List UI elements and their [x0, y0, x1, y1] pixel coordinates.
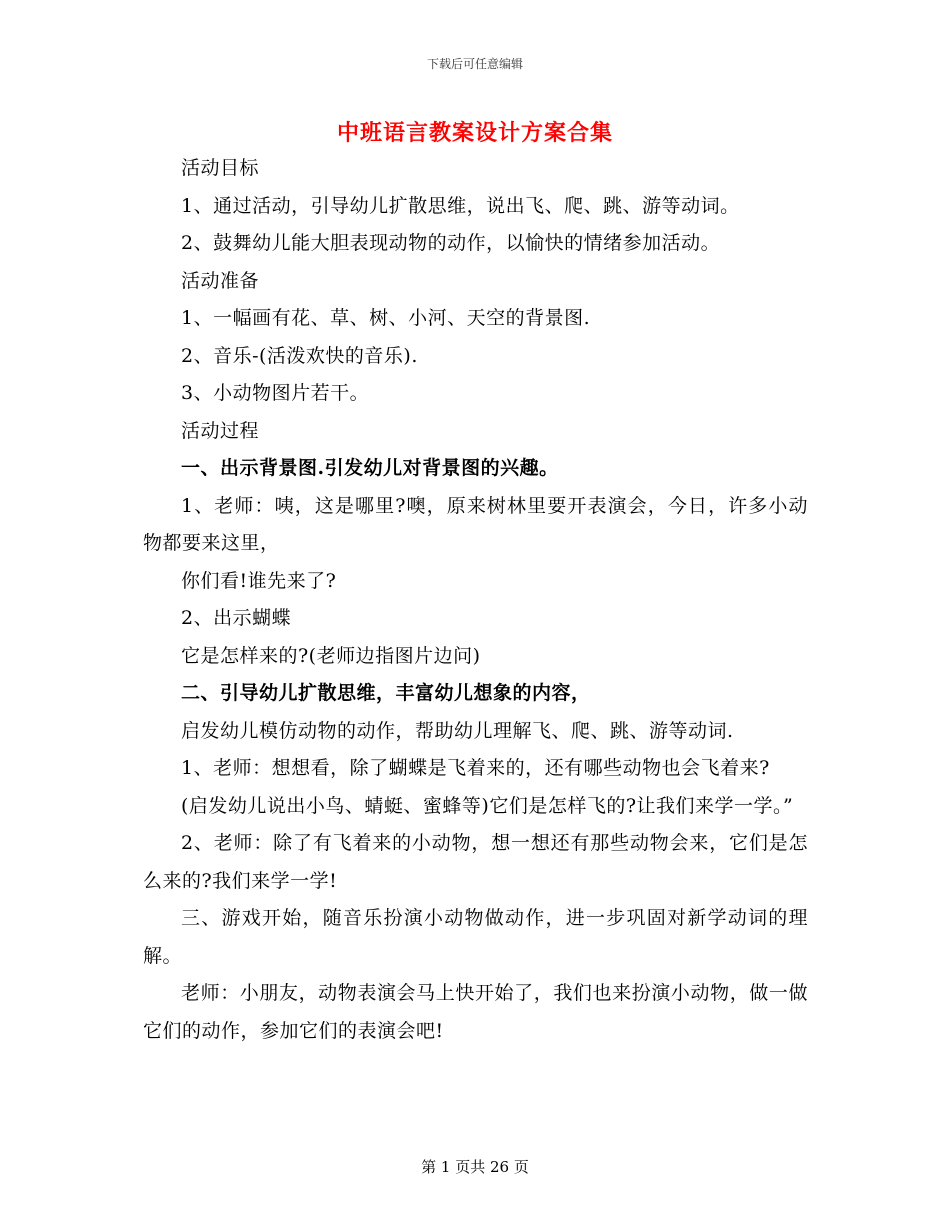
paragraph: 活动准备 — [181, 269, 260, 292]
document-body — [143, 150, 808, 1050]
section-heading: 一、出示背景图.引发幼儿对背景图的兴趣。 — [181, 457, 559, 479]
paragraph: 2、老师：除了有飞着来的小动物，想一想还有那些动物会来，它们是怎么来的?我们来学一学! — [143, 832, 808, 892]
paragraph: 三、游戏开始，随音乐扮演小动物做动作，进一步巩固对新学动词的理解。 — [143, 907, 808, 967]
paragraph: 1、老师：想想看，除了蝴蝶是飞着来的，还有哪些动物也会飞着来? — [181, 757, 770, 779]
paragraph: 老师：小朋友，动物表演会马上快开始了，我们也来扮演小动物，做一做它们的动作，参加它们的表演会吧! — [143, 982, 808, 1042]
header-note: 下载后可任意编辑 — [426, 57, 523, 71]
paragraph: 2、出示蝴蝶 — [181, 607, 292, 629]
section-heading: 二、引导幼儿扩散思维，丰富幼儿想象的内容， — [181, 682, 591, 704]
paragraph: 启发幼儿模仿动物的动作，帮助幼儿理解飞、爬、跳、游等动词. — [181, 719, 734, 742]
paragraph: 1、老师：咦，这是哪里?噢，原来树林里要开表演会，今日，许多小动物都要来这里， — [143, 494, 808, 554]
paragraph: 你们看!谁先来了? — [181, 569, 337, 592]
paragraph: 活动目标 — [181, 157, 260, 179]
paragraph: 它是怎样来的?(老师边指图片边问) — [181, 644, 481, 667]
paragraph: 1、一幅画有花、草、树、小河、天空的背景图. — [181, 307, 591, 329]
paragraph: 3、小动物图片若干。 — [181, 382, 370, 404]
page-footer: 第 1 页共 26 页 — [421, 1158, 529, 1176]
paragraph: 2、鼓舞幼儿能大胆表现动物的动作，以愉快的情绪参加活动。 — [181, 232, 721, 254]
paragraph: 活动过程 — [181, 419, 260, 442]
paragraph: 2、音乐-(活泼欢快的音乐). — [181, 344, 418, 367]
document-title: 中班语言教案设计方案合集 — [336, 120, 613, 146]
paragraph: 1、通过活动，引导幼儿扩散思维，说出飞、爬、跳、游等动词。 — [181, 194, 740, 217]
paragraph: (启发幼儿说出小鸟、蜻蜓、蜜蜂等)它们是怎样飞的?让我们来学一学。” — [181, 794, 794, 817]
